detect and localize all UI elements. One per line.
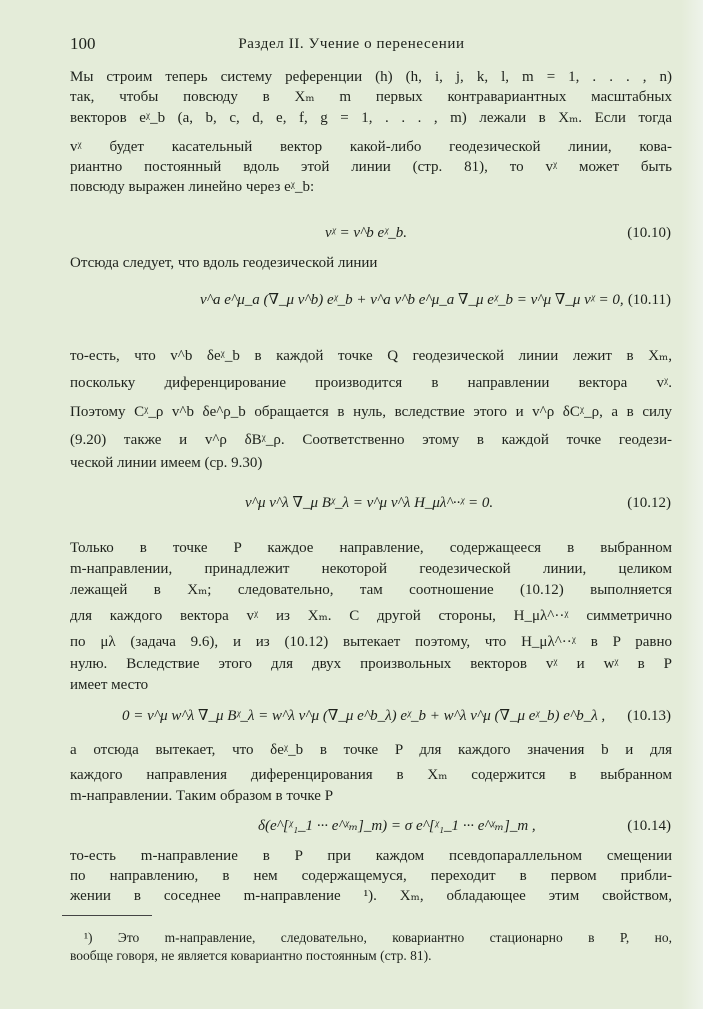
page-number: 100 — [70, 34, 96, 53]
text-line: ческой линии имеем (ср. 9.30) — [70, 455, 263, 471]
equation-number: (10.12) — [627, 495, 671, 511]
equation-number: (10.11) — [627, 292, 671, 308]
text-line: а отсюда вытекает, что δeᵡ_b в точке P для каждого значения b и для — [70, 742, 672, 758]
text-line: жении в соседнее m-направление ¹). Xₘ, обладающее этим свойством, — [70, 888, 672, 904]
equation-number: (10.10) — [627, 225, 671, 241]
text-line: нулю. Вследствие этого для двух произвольных векторов vᵡ и wᵡ в P — [70, 656, 672, 672]
page-edge — [681, 0, 703, 1009]
footnote-divider — [62, 915, 152, 916]
text-line: Мы строим теперь систему референции (h) (h, i, j, k, l, m = 1, . . . , n) — [70, 69, 672, 85]
text-line: Поэтому Cᵡ_ρ v^b δe^ρ_b обращается в нуль, вследствие этого и v^ρ δCᵡ_ρ, а в силу — [70, 404, 672, 420]
footnote-line: ¹) Это m-направление, следовательно, ковариантно стационарно в P, но, — [84, 930, 672, 945]
footnote-line: вообще говоря, не является ковариантно постоянным (стр. 81). — [70, 948, 432, 963]
text-line: Отсюда следует, что вдоль геодезической линии — [70, 255, 378, 271]
text-line: повсюду выражен линейно через eᵡ_b: — [70, 179, 315, 195]
text-line: лежащей в Xₘ; следовательно, там соотношение (10.12) выполняется — [70, 582, 672, 598]
text-line: каждого направления диференцирования в Xₘ содержится в выбранном — [70, 767, 672, 783]
running-title: Раздел II. Учение о перенесении — [238, 36, 465, 52]
text-line: m-направлении. Таким образом в точке P — [70, 788, 334, 804]
text-line: риантно постоянный вдоль этой линии (стр. 81), то vᵡ может быть — [70, 159, 672, 175]
equation-10-13: 0 = v^μ w^λ ∇_μ Bᵡ_λ = w^λ v^μ (∇_μ e^b_λ) eᵡ_b + w^λ v^μ (∇_μ eᵡ_b) e^b_λ , — [122, 708, 606, 724]
equation-number: (10.14) — [627, 818, 671, 834]
text-line: для каждого вектора vᵡ из Xₘ. С другой стороны, H_μλ^··ᵡ симметрично — [70, 608, 672, 624]
text-line: векторов eᵡ_b (a, b, c, d, e, f, g = 1, . . . , m) лежали в Xₘ. Если тогда — [70, 110, 672, 126]
text-line: vᵡ будет касательный вектор какой-либо геодезической линии, кова- — [70, 139, 672, 155]
equation-number: (10.13) — [627, 708, 671, 724]
text-line: то-есть, что v^b δeᵡ_b в каждой точке Q геодезической линии лежит в Xₘ, — [70, 348, 672, 364]
text-line: (9.20) также и v^ρ δBᵡ_ρ. Соответственно этому в каждой точке геодези- — [70, 432, 672, 448]
text-line: Только в точке P каждое направление, содержащееся в выбранном — [70, 540, 672, 556]
equation-10-12: v^μ v^λ ∇_μ Bᵡ_λ = v^μ v^λ H_μλ^··ᵡ = 0. — [245, 495, 494, 511]
equation-10-10: vᵡ = v^b eᵡ_b. — [325, 225, 407, 241]
text-line: так, чтобы повсюду в Xₘ m первых контравариантных масштабных — [70, 89, 672, 105]
equation-10-11: v^a e^μ_a (∇_μ v^b) eᵡ_b + v^a v^b e^μ_a ∇_μ eᵡ_b = v^μ ∇_μ vᵡ = 0, — [200, 292, 624, 308]
text-line: по μλ (задача 9.6), и из (10.12) вытекает поэтому, что H_μλ^··ᵡ в P равно — [70, 634, 672, 650]
text-line: то-есть m-направление в P при каждом псевдопараллельном смещении — [70, 848, 672, 864]
text-line: имеет место — [70, 677, 149, 693]
text-line: m-направлении, принадлежит некоторой геодезической линии, целиком — [70, 561, 672, 577]
equation-10-14: δ(e^[ᵡ₁_1 ··· e^ᵡₘ]_m) = σ e^[ᵡ₁_1 ··· e^ᵡₘ]_m , — [258, 818, 536, 834]
text-line: поскольку диференцирование производится в направлении вектора vᵡ. — [70, 375, 672, 391]
text-line: по направлению, в нем содержащемуся, переходит в первом прибли- — [70, 868, 672, 884]
